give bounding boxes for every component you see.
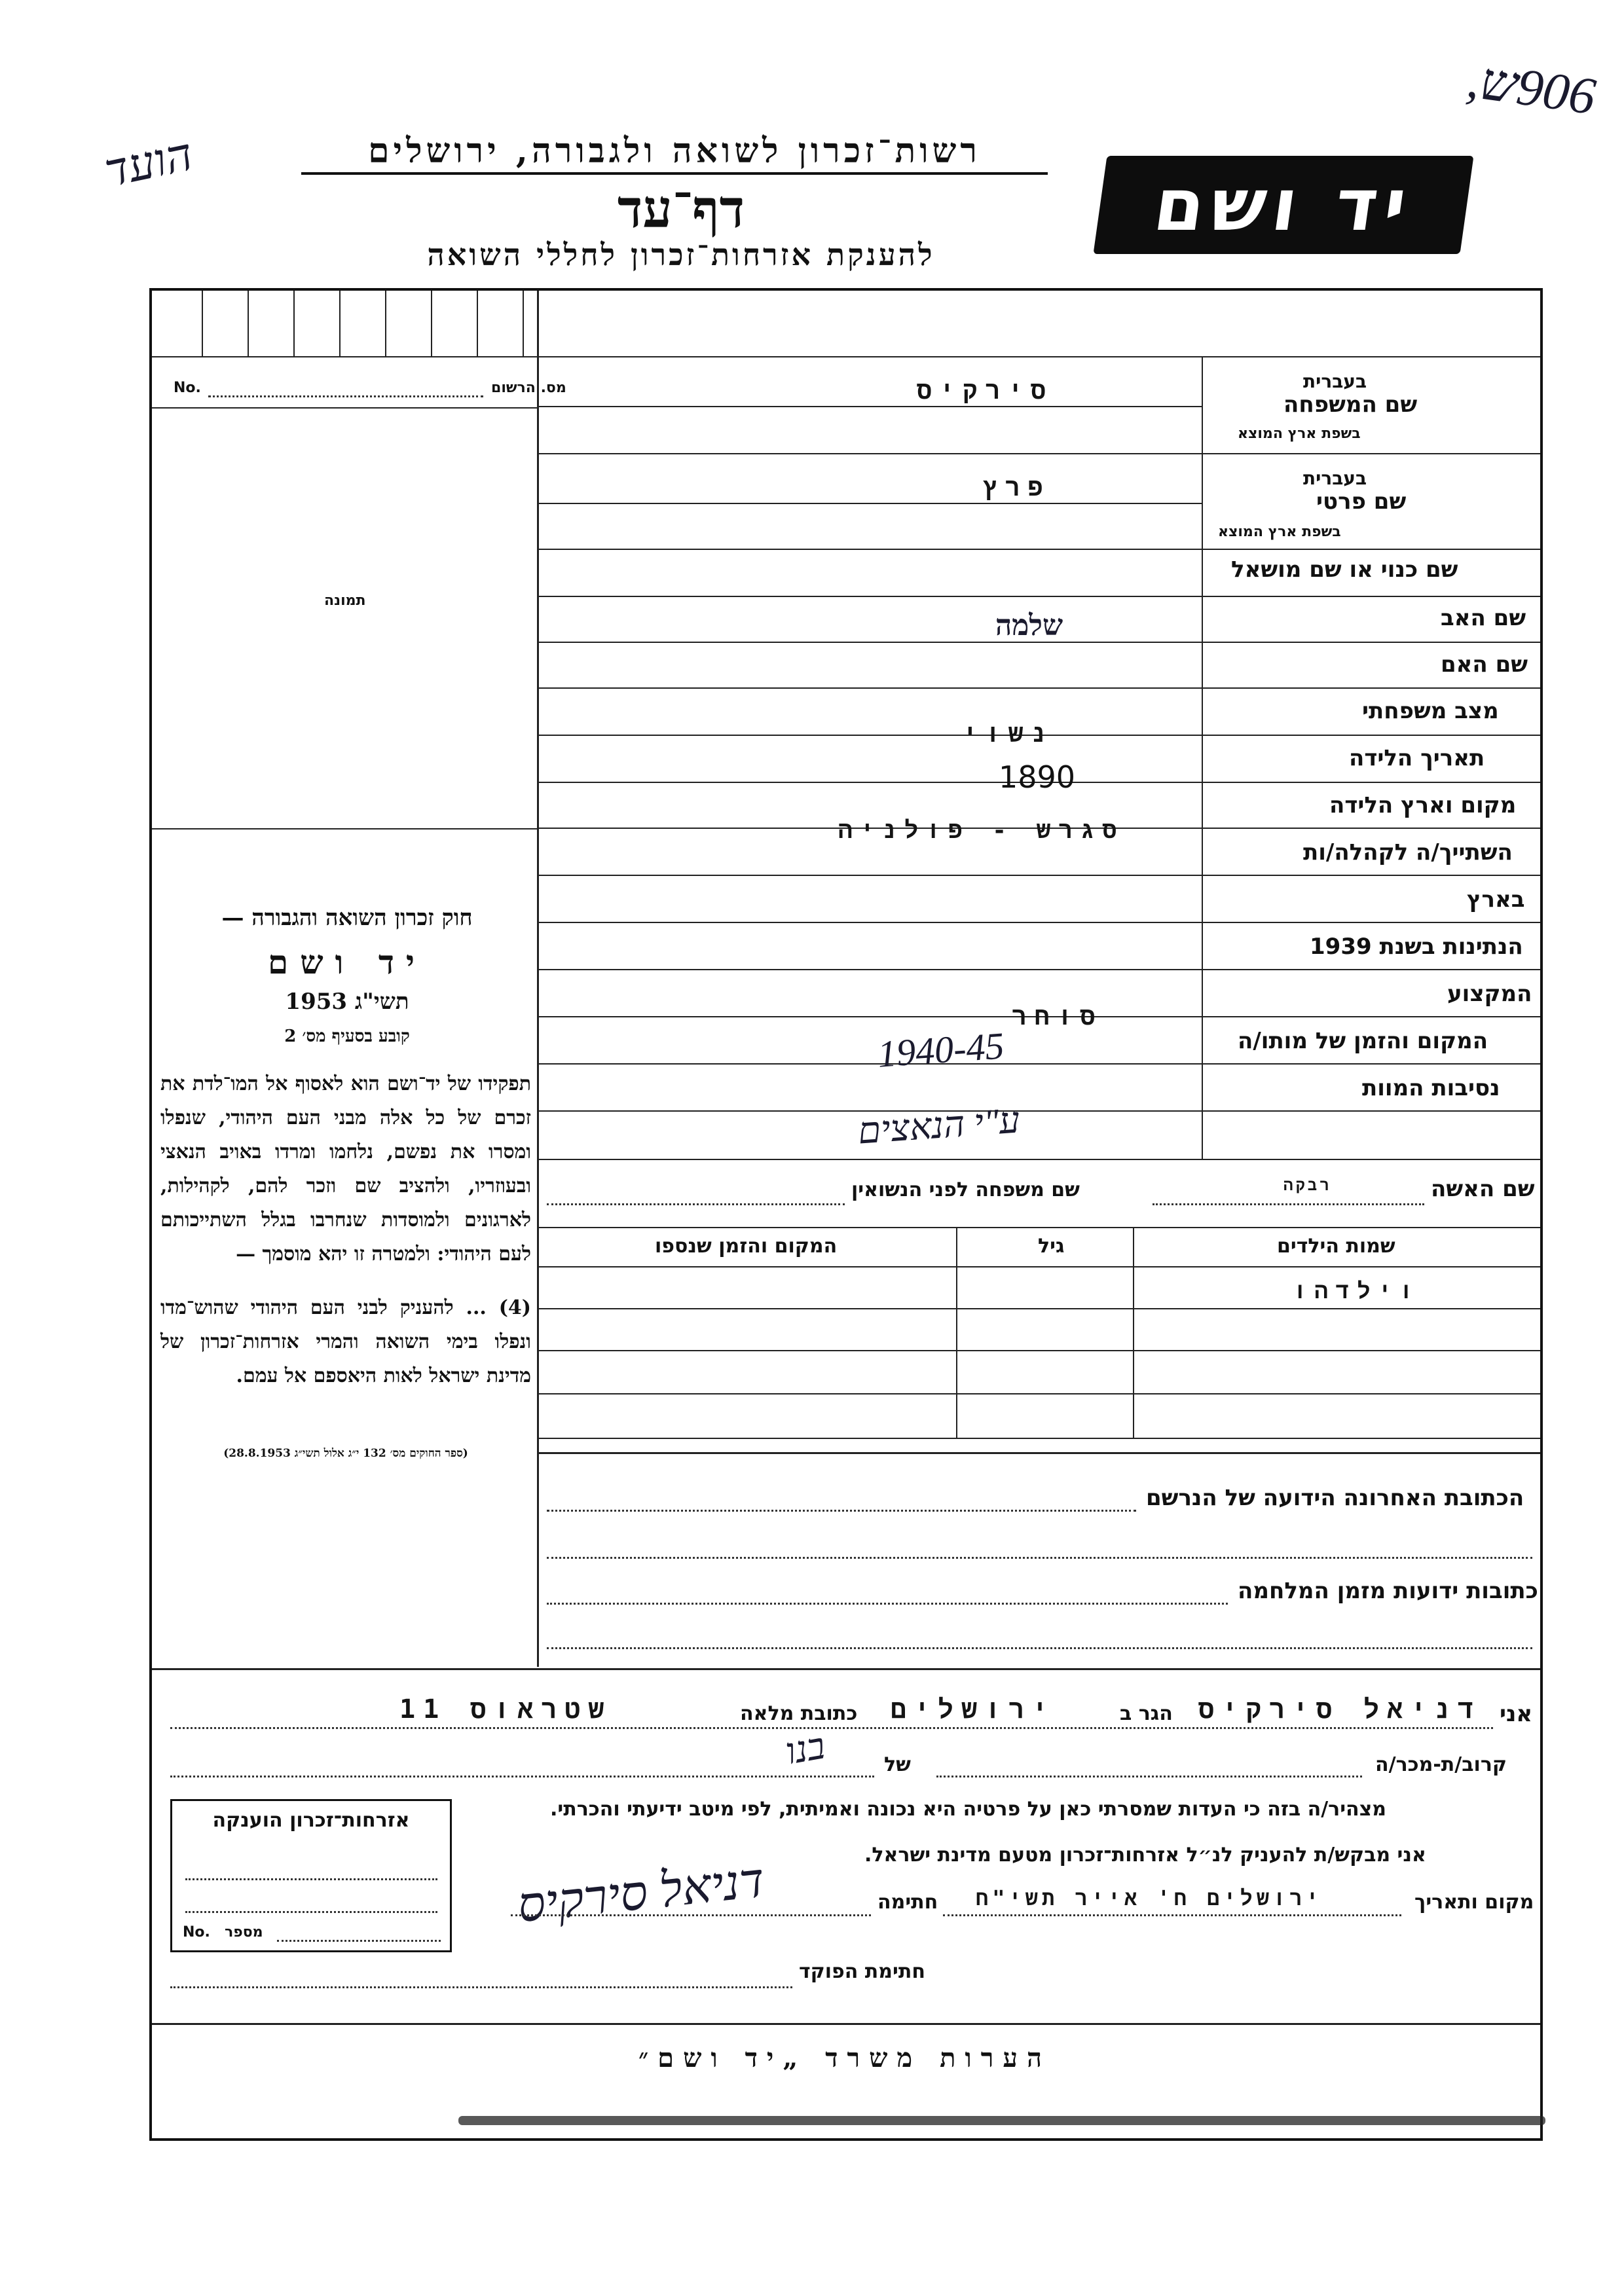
father-label: שם האב xyxy=(1441,605,1526,631)
org-name: רשות־זכרון לשואה ולגבורה, ירושלים xyxy=(301,131,1048,175)
death-cause-value[interactable]: ע"י הנאצים xyxy=(857,1100,1022,1152)
country-label: בארץ xyxy=(1467,886,1525,913)
citizenship-box xyxy=(170,1799,452,1952)
citizenship-box-number-field[interactable] xyxy=(277,1940,441,1942)
citizenship-1939-label: הנתינות בשנת 1939 xyxy=(1310,934,1523,960)
marital-status-value[interactable]: נשוי xyxy=(963,719,1054,748)
law-year: תשי"ג 1953 xyxy=(285,989,409,1015)
father-value[interactable]: שלמה xyxy=(995,610,1063,642)
declarant-address-value[interactable]: שטראוס 11 xyxy=(399,1694,612,1724)
wartime-address-field-2[interactable] xyxy=(547,1647,1532,1649)
citizenship-box-line-1 xyxy=(185,1878,437,1880)
children-row-4[interactable] xyxy=(540,1394,1539,1436)
family-name-hebrew-label: בעברית xyxy=(1303,371,1367,392)
children-col-age: גיל xyxy=(1038,1235,1065,1258)
children-row-2[interactable] xyxy=(540,1309,1539,1349)
children-row-1-name[interactable]: וילדהו xyxy=(1293,1278,1421,1304)
first-name-origin-label: בשפת ארץ המוצא xyxy=(1218,524,1341,540)
birth-place-value[interactable]: סגרש - פולניה xyxy=(838,817,1125,844)
death-place-time-label: המקום והזמן של מותו/ה xyxy=(1238,1028,1488,1054)
bottom-edge-shadow xyxy=(458,2116,1545,2125)
children-col-place: המקום והזמן שנספו xyxy=(655,1235,838,1258)
maiden-name-field[interactable] xyxy=(547,1203,845,1205)
declarant-name-value[interactable]: דניאל סירקיס xyxy=(1198,1694,1482,1724)
first-name-hebrew-label: בעברית xyxy=(1303,467,1367,489)
death-place-time-value[interactable]: 1940-45 xyxy=(876,1024,1006,1076)
law-paragraph-2: (4) ... להעניק לבני העם היהודי שהוש־מדו ונפלו בימי השואה והמרי אזרחות־זכרון של מדינת ישראל לאות היאספם אל עמם. xyxy=(160,1296,531,1387)
family-name-label: שם המשפחה xyxy=(1283,392,1418,418)
declarant-i-label: אני xyxy=(1500,1701,1533,1727)
citizenship-box-no-label: No. xyxy=(183,1924,210,1941)
declarant-signature[interactable]: דניאל סירקיס xyxy=(515,1853,767,1933)
last-known-address-field[interactable] xyxy=(547,1510,1136,1512)
of-label: של xyxy=(884,1753,911,1776)
law-title: חוק זכרון השואה והגבורה — xyxy=(221,905,473,931)
wartime-address-field[interactable] xyxy=(547,1603,1228,1605)
declarant-resides-label: הגר ב xyxy=(1120,1702,1173,1725)
registration-number-field[interactable] xyxy=(208,395,483,397)
birth-date-label: תאריך הלידה xyxy=(1349,745,1485,771)
full-address-label: כתובת מלאה xyxy=(740,1702,858,1725)
community-label: השתייך/ה לקהלה/ות xyxy=(1303,839,1513,866)
declarant-city-value[interactable]: ירושלים xyxy=(891,1694,1056,1724)
corner-note-right: 906ש, xyxy=(1463,50,1599,126)
last-known-address-label: הכתובת האחרונה הידועה של הנרשם xyxy=(1146,1485,1524,1511)
signature-field xyxy=(511,1914,871,1916)
relation-field[interactable] xyxy=(936,1776,1362,1777)
citizenship-box-number-label: מספר xyxy=(225,1924,263,1941)
declarant-line-1 xyxy=(170,1727,1493,1729)
first-name-value[interactable]: פרץ xyxy=(982,473,1051,501)
photo-label: תמונה xyxy=(324,592,366,609)
maiden-name-label: שם משפחה לפני הנשואין xyxy=(851,1178,1080,1201)
wife-name-label: שם האשה xyxy=(1431,1176,1535,1202)
mother-label: שם האם xyxy=(1441,651,1528,678)
profession-value[interactable]: סוחר xyxy=(1012,1002,1103,1030)
relation-label: קרוב/ת-מכר/ה xyxy=(1375,1753,1507,1776)
signature-label: חתימה xyxy=(877,1891,938,1914)
officer-signature-field[interactable] xyxy=(170,1986,792,1988)
registration-no-label: No. xyxy=(174,380,201,396)
marital-status-label: מצב משפחתי xyxy=(1362,698,1499,724)
law-clause-ref: קובע בסעיף מס׳ 2 xyxy=(284,1027,410,1046)
family-name-value[interactable]: סירקיס xyxy=(917,376,1054,405)
registration-cells xyxy=(152,291,535,356)
place-date-label: מקום ותאריך xyxy=(1414,1891,1534,1914)
registration-number-label: מס. הרשום xyxy=(491,380,566,396)
birth-date-value[interactable]: 1890 xyxy=(999,759,1076,795)
officer-signature-label: חתימת הפוקד xyxy=(799,1960,925,1983)
children-row-3[interactable] xyxy=(540,1351,1539,1392)
wife-name-value[interactable]: רבקה xyxy=(1283,1176,1332,1194)
of-field[interactable] xyxy=(170,1776,874,1777)
birth-place-label: מקום וארץ הלידה xyxy=(1329,792,1517,818)
declaration-text-2: אני מבקש/ת להעניק לנ״ל אזרחות־זכרון מטעם מדינת ישראל. xyxy=(864,1844,1426,1867)
place-date-field xyxy=(943,1914,1401,1916)
logo-text: יד ושם xyxy=(1149,163,1418,247)
wife-name-field[interactable] xyxy=(1153,1203,1424,1205)
last-known-address-field-2[interactable] xyxy=(547,1557,1532,1559)
form-title: דף־עד xyxy=(617,178,745,240)
law-name: יד ושם xyxy=(268,943,426,981)
place-date-value[interactable]: ירושלים ח' אייר תשי"ח xyxy=(976,1886,1323,1910)
family-name-origin-label: בשפת ארץ המוצא xyxy=(1238,426,1361,442)
yad-vashem-logo xyxy=(1093,156,1473,254)
profession-label: המקצוע xyxy=(1447,981,1532,1007)
first-name-label: שם פרטי xyxy=(1316,488,1407,515)
declaration-text-1: מצהיר/ה בזה כי העדות שמסרתי כאן על פרטיה היא נכונה ואמיתית, לפי מיטב ידיעתי והכרתי. xyxy=(550,1798,1386,1821)
citizenship-box-line-2 xyxy=(185,1911,437,1913)
form-subtitle: להענקת אזרחות־זכרון לחללי השואה xyxy=(427,237,935,272)
nickname-label: שם כנוי או שם מושאל xyxy=(1231,556,1458,583)
office-notes-label: הערות משרד „יד ושם״ xyxy=(638,2043,1052,2073)
relation-value[interactable]: בנו xyxy=(783,1726,828,1773)
law-paragraph-1: תפקידו של יד־ושם הוא לאסוף אל המו־לדת את זכרם של כל אלה מבני העם היהודי, שנפלו ומסרו את נפשם, נלחמו ומרדו באויב הנאצי ובעוזריו, ולהציב שם וזכר להם, לקהילות, לארגונים ולמוסדות שנחרבו בגלל השתייכותם לעם היהודי: ולמטרה זו יהא מוסמך — xyxy=(160,1072,531,1266)
children-col-names: שמות הילדים xyxy=(1277,1235,1395,1258)
death-cause-label: נסיבות המוות xyxy=(1362,1075,1500,1101)
wartime-address-label: כתובות ידועות מזמן המלחמה xyxy=(1238,1578,1538,1604)
children-row-1[interactable] xyxy=(540,1267,1539,1307)
law-footnote: (ספר החוקים מס׳ 132 י״ג אלול תשי״ג 28.8.1953) xyxy=(223,1447,468,1460)
citizenship-box-title: אזרחות־זכרון הוענקה xyxy=(212,1809,410,1832)
corner-note-left: הועד xyxy=(100,129,198,198)
photo-area[interactable] xyxy=(152,409,537,828)
